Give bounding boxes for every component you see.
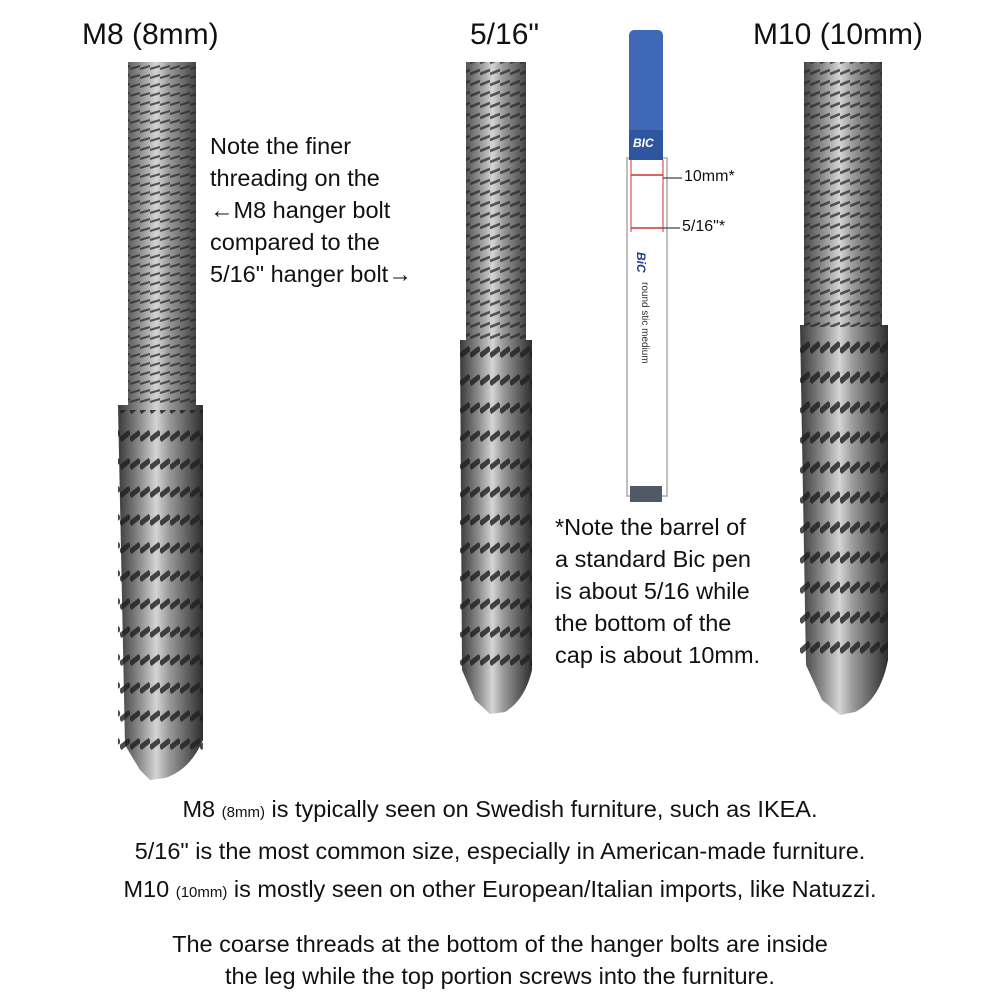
summary-line-m10 — [0, 876, 1000, 903]
threading-note-line: compared to the — [210, 229, 380, 255]
threading-note-line: Note the finer — [210, 133, 352, 159]
threading-note — [210, 130, 412, 290]
summary-line-leg: the leg while the top portion screws into the furniture. — [225, 963, 775, 989]
pen-note — [555, 511, 760, 671]
threading-note-line: ←M8 hanger bolt — [210, 197, 391, 223]
summary-line-516: 5/16" is the most common size, especially in American-made furniture. — [134, 838, 866, 864]
threading-note-line: 5/16" hanger bolt→ — [210, 261, 412, 287]
pen-barrel-logo: BiC — [634, 252, 648, 273]
m10-bolt — [800, 62, 888, 715]
sixteenth-bolt — [460, 62, 532, 714]
pen-note-line: a standard Bic pen — [555, 546, 751, 572]
m8-label: M8 (8mm) — [82, 18, 219, 51]
pen-mark-10mm: 10mm* — [684, 168, 735, 185]
m8-bolt — [118, 62, 203, 780]
pen-note-line: *Note the barrel of — [555, 514, 746, 540]
m10-label: M10 (10mm) — [753, 18, 924, 51]
pen-mark-516: 5/16"* — [682, 218, 726, 235]
summary-line-coarse: The coarse threads at the bottom of the hanger bolts are inside — [172, 931, 828, 957]
pen-note-line: the bottom of the — [555, 610, 732, 636]
summary-m10-rest: is mostly seen on other European/Italian imports, like Natuzzi. — [233, 876, 877, 902]
summary-m10-lead: M10 — [123, 876, 170, 902]
threading-note-line: threading on the — [210, 165, 380, 191]
summary-line-m8 — [0, 796, 1000, 823]
pen-barrel-text: round stic medium — [639, 282, 650, 364]
summary-m10-small: (10mm) — [175, 884, 228, 901]
pen-cap-logo: BIC — [633, 136, 654, 150]
sixteenth-label: 5/16" — [470, 18, 540, 51]
summary-m8-lead: M8 — [182, 796, 216, 822]
pen-note-line: cap is about 10mm. — [555, 642, 761, 668]
summary-m8-rest: is typically seen on Swedish furniture, such as IKEA. — [271, 796, 818, 822]
summary-m8-small: (8mm) — [221, 804, 265, 821]
pen-note-line: is about 5/16 while — [555, 578, 750, 604]
